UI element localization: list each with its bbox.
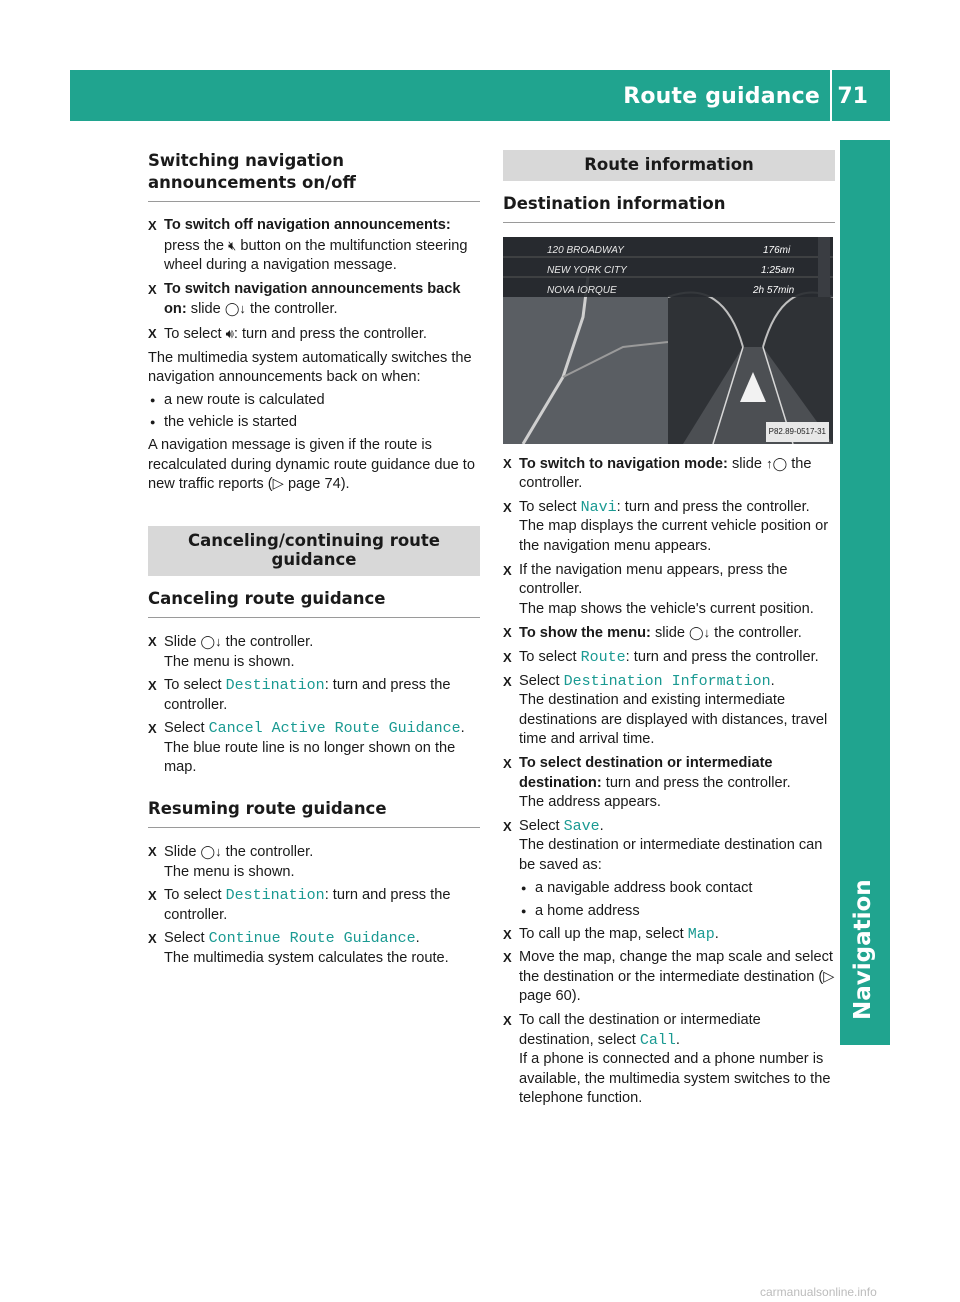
step: [503, 754, 835, 813]
time-readout: 1:25am: [761, 264, 795, 276]
step-text: : turn and press the controller.: [233, 325, 427, 342]
step: X Select Continue Route Guidance. The multimedia system calculates the route.: [148, 929, 480, 968]
paragraph-text: A navigation message is given if the route is recalculated during dynamic route guidance due to new traffic reports (: [148, 436, 475, 493]
step: X Select Cancel Active Route Guidance. The blue route line is no longer shown on the map.: [148, 719, 480, 778]
step: [503, 498, 835, 557]
step: [503, 948, 835, 1007]
page-header: [70, 70, 890, 121]
step: [148, 676, 480, 715]
step: [148, 324, 480, 345]
menu-item-map[interactable]: Map: [687, 925, 715, 943]
left-column: [148, 150, 480, 973]
section-title-resuming: Resuming route guidance: [148, 799, 387, 819]
step-text: : turn and press the controller.: [616, 498, 810, 515]
step-result: The multimedia system calculates the route.: [164, 950, 449, 967]
step-result: The blue route line is no longer shown on the map.: [164, 739, 456, 776]
paragraph: [148, 436, 480, 495]
step: [503, 561, 835, 620]
step-text: If the navigation menu appears, press the controller.: [519, 561, 788, 598]
paragraph: The multimedia system automatically switches the navigation announcements back on when:: [148, 349, 472, 386]
step-text: Select: [519, 817, 560, 834]
section-title-announcements: Switching navigation announcements on/off: [148, 151, 356, 192]
step-result: The map shows the vehicle's current position.: [519, 600, 814, 617]
step: [503, 648, 835, 668]
section-band-route-info: Route information: [503, 150, 835, 181]
header-separator: [830, 70, 832, 121]
menu-item-continue-route[interactable]: Continue Route Guidance: [208, 930, 416, 948]
image-caption: P82.89-0517-31: [766, 422, 829, 442]
section-title-canceling: Canceling route guidance: [148, 588, 386, 608]
side-tab-label: Navigation: [850, 879, 876, 1020]
header-title: Route guidance: [623, 84, 820, 109]
controller-slide-down-icon: ◯↓: [689, 625, 711, 641]
step-text: : turn and press the controller.: [164, 887, 451, 923]
step-text: press the: [164, 237, 225, 254]
step: X To call the destination or intermediate destination, select Call. If a phone is connected and a phone number is available, the multimedia system switches to the telephone function.: [503, 1011, 835, 1109]
step-label: To switch navigation announcements back on:: [164, 280, 461, 318]
step: X To call up the map, select Map.: [503, 925, 835, 945]
step-text: To select: [164, 325, 222, 342]
step-text: : turn and press the controller.: [164, 677, 451, 713]
controller-slide-down-icon: ◯↓: [224, 301, 246, 317]
menu-item-destination[interactable]: Destination: [225, 677, 325, 695]
controller-slide-up-icon: ↑◯: [766, 455, 788, 471]
step-text: the controller.: [225, 844, 314, 861]
step-label: To switch off navigation announcements:: [164, 217, 451, 233]
step: [503, 454, 835, 494]
menu-item-route[interactable]: Route: [580, 648, 626, 666]
section-band-canceling: Canceling/continuing route guidance: [148, 526, 480, 576]
step-label: To show the menu:: [519, 625, 651, 642]
menu-item-destination[interactable]: Destination: [225, 887, 325, 905]
step-text: the controller.: [519, 455, 812, 492]
list-item: ● a navigable address book contact: [519, 879, 835, 899]
navigation-screen-image: [503, 237, 833, 444]
step-text: To select: [519, 498, 577, 515]
watermark-footer: carmanualsonline.info: [760, 1285, 877, 1299]
right-column: [503, 150, 835, 1113]
menu-item-navi[interactable]: Navi: [580, 498, 617, 516]
step-text: To select: [164, 887, 222, 904]
dest-row-1: 120 BROADWAY: [547, 244, 624, 256]
step: [148, 632, 480, 672]
step-result: If a phone is connected and a phone number is available, the multimedia system switches to the telephone function.: [519, 1051, 831, 1107]
list-item: ● a new route is calculated: [148, 391, 480, 411]
section-title-destination-info: Destination information: [503, 193, 726, 213]
step-text: button on the multifunction steering wheel during a navigation message.: [164, 237, 468, 274]
list-item: ● the vehicle is started: [148, 413, 480, 433]
menu-item-cancel-route[interactable]: Cancel Active Route Guidance: [208, 720, 461, 738]
step-text: slide: [654, 625, 685, 642]
step-text: Slide: [164, 633, 197, 650]
step-label: To select destination or intermediate destination:: [519, 754, 773, 791]
section-side-tab: [840, 140, 890, 1045]
step: [503, 623, 835, 644]
controller-slide-down-icon: ◯↓: [200, 844, 222, 860]
speaker-sound-icon: 🔊︎: [225, 325, 234, 341]
step-text: Select: [164, 930, 205, 947]
page-ref-arrow-icon: ▷: [272, 476, 284, 493]
step: [148, 280, 480, 320]
dest-row-3: NOVA IORQUE: [547, 284, 617, 296]
step-label: To switch to navigation mode:: [519, 455, 728, 472]
step: X Select Destination Information. The destination and existing intermediate destinations are displayed with distances, travel time and arrival time.: [503, 672, 835, 750]
page-ref-arrow-icon: ▷: [823, 968, 835, 985]
step-result: The menu is shown.: [164, 863, 295, 880]
menu-item-call[interactable]: Call: [639, 1031, 676, 1049]
mute-button-icon: 🔇︎: [228, 237, 237, 253]
page-ref[interactable]: page 74).: [287, 476, 350, 493]
eta-readout: 2h 57min: [753, 284, 795, 296]
step: [148, 216, 480, 276]
step: [148, 842, 480, 882]
step-text: To select: [519, 648, 577, 665]
step-text: Slide: [164, 844, 197, 861]
dest-row-2: NEW YORK CITY: [547, 264, 627, 276]
step: [148, 886, 480, 925]
step-text: slide: [190, 301, 221, 318]
step-result: The menu is shown.: [164, 653, 295, 670]
step-text: Select: [164, 720, 205, 737]
step-text: the controller.: [225, 633, 314, 650]
step-text: To call the destination or intermediate destination, select: [519, 1012, 761, 1048]
list-item: ● a home address: [519, 902, 835, 922]
step-text: turn and press the controller.: [605, 774, 791, 791]
step-text: the controller.: [714, 625, 802, 642]
step-text: the controller.: [249, 301, 338, 318]
step-text: Select: [519, 672, 560, 689]
step-result: The map displays the current vehicle position or the navigation menu appears.: [519, 518, 829, 554]
controller-slide-down-icon: ◯↓: [200, 633, 222, 649]
step-text: : turn and press the controller.: [625, 648, 819, 665]
page-ref[interactable]: page 60).: [519, 988, 581, 1005]
menu-item-destination-information[interactable]: Destination Information: [563, 672, 771, 690]
step-text: Move the map, change the map scale and select the destination or the intermediate destination (: [519, 949, 833, 985]
step-text: To call up the map, select: [519, 925, 684, 942]
step-result: The destination and existing intermediate destinations are displayed with distances, travel time and arrival time.: [519, 692, 828, 748]
step-text: To select: [164, 677, 222, 694]
step: X Select Save. The destination or intermediate destination can be saved as:: [503, 817, 835, 876]
menu-item-save[interactable]: Save: [563, 817, 600, 835]
distance-readout: 176mi: [763, 244, 791, 256]
page-number: 71: [837, 84, 868, 109]
step-text: slide: [731, 455, 762, 472]
step-result: The address appears.: [519, 794, 661, 811]
step-result: The destination or intermediate destination can be saved as:: [519, 837, 823, 873]
